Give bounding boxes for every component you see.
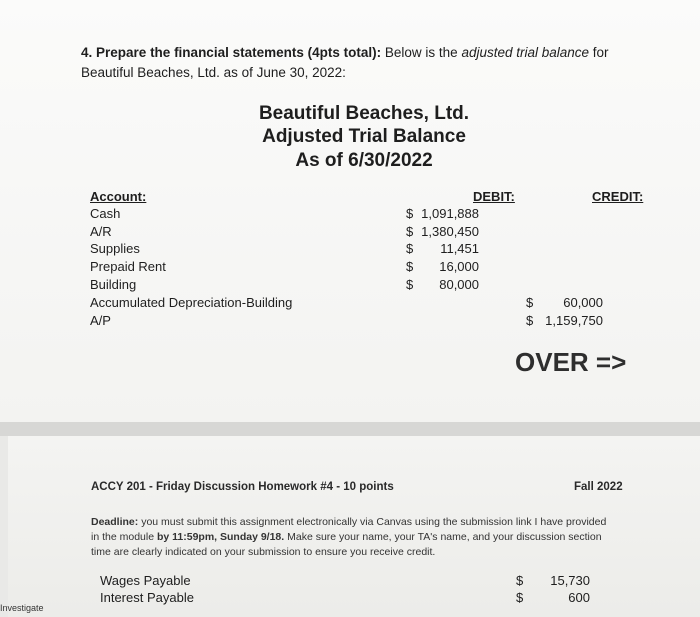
account-name: Building: [90, 277, 137, 292]
account-column-header: Account:: [90, 189, 147, 204]
course-title: ACCY 201 - Friday Discussion Homework #4 - 10 points: [91, 481, 394, 493]
over-label: OVER =>: [515, 347, 627, 377]
credit-dollar-sign: $: [516, 573, 524, 588]
credit-amount: 600: [568, 590, 590, 605]
question-text-b: for: [592, 45, 609, 60]
question-title: Prepare the financial statements (4pts total):: [96, 45, 382, 60]
statement-company: Beautiful Beaches, Ltd.: [258, 103, 470, 124]
credit-dollar-sign: $: [526, 295, 534, 310]
statement-name: Adjusted Trial Balance: [262, 126, 466, 147]
account-name: Interest Payable: [100, 590, 194, 605]
page-divider: [0, 422, 700, 436]
debit-amount: 16,000: [439, 259, 479, 274]
debit-column-header: DEBIT:: [473, 189, 515, 204]
worksheet-page-2: [8, 436, 700, 617]
credit-column-header: CREDIT:: [592, 189, 644, 204]
question-number: 4.: [81, 45, 93, 60]
credit-amount: 15,730: [550, 573, 590, 588]
credit-amount: 60,000: [563, 295, 603, 310]
deadline-label: Deadline:: [91, 516, 139, 528]
debit-amount: 11,451: [440, 241, 479, 256]
question-text-italic: adjusted trial balance: [461, 45, 590, 60]
debit-dollar-sign: $: [406, 259, 414, 274]
deadline-paragraph: [91, 515, 611, 560]
debit-dollar-sign: $: [406, 206, 414, 221]
account-name: Accumulated Depreciation-Building: [90, 295, 293, 310]
statement-date: As of 6/30/2022: [295, 150, 433, 171]
account-name: Cash: [90, 206, 121, 221]
account-name: A/P: [90, 313, 111, 328]
question-line-2: Beautiful Beaches, Ltd. as of June 30, 2022:: [81, 65, 346, 80]
deadline-bold: by 11:59pm, Sunday 9/18.: [156, 531, 285, 543]
debit-amount: 1,380,450: [421, 224, 479, 239]
debit-amount: 1,091,888: [421, 206, 479, 221]
account-name: A/R: [90, 224, 112, 239]
debit-dollar-sign: $: [406, 241, 414, 256]
deadline-text-a: you must submit this assignment electronically via Canvas using the submission link I have provided in the module: [91, 516, 607, 543]
question-line-1: [81, 45, 609, 60]
account-name: Wages Payable: [100, 573, 191, 588]
deadline-text-b: Make sure your name, your TA's name, and your discussion section time are clearly indicated on your submission to ensure you receive credit.: [91, 531, 602, 558]
credit-amount: 1,159,750: [545, 313, 603, 328]
account-name: Supplies: [90, 241, 140, 256]
credit-dollar-sign: $: [516, 590, 524, 605]
term-label: Fall 2022: [574, 481, 623, 493]
account-name: Prepaid Rent: [90, 259, 166, 274]
debit-amount: 80,000: [439, 277, 479, 292]
credit-dollar-sign: $: [526, 313, 534, 328]
question-text-a: Below is the: [384, 45, 458, 60]
investigate-label[interactable]: Investigate: [0, 603, 44, 613]
debit-dollar-sign: $: [406, 277, 414, 292]
debit-dollar-sign: $: [406, 224, 414, 239]
